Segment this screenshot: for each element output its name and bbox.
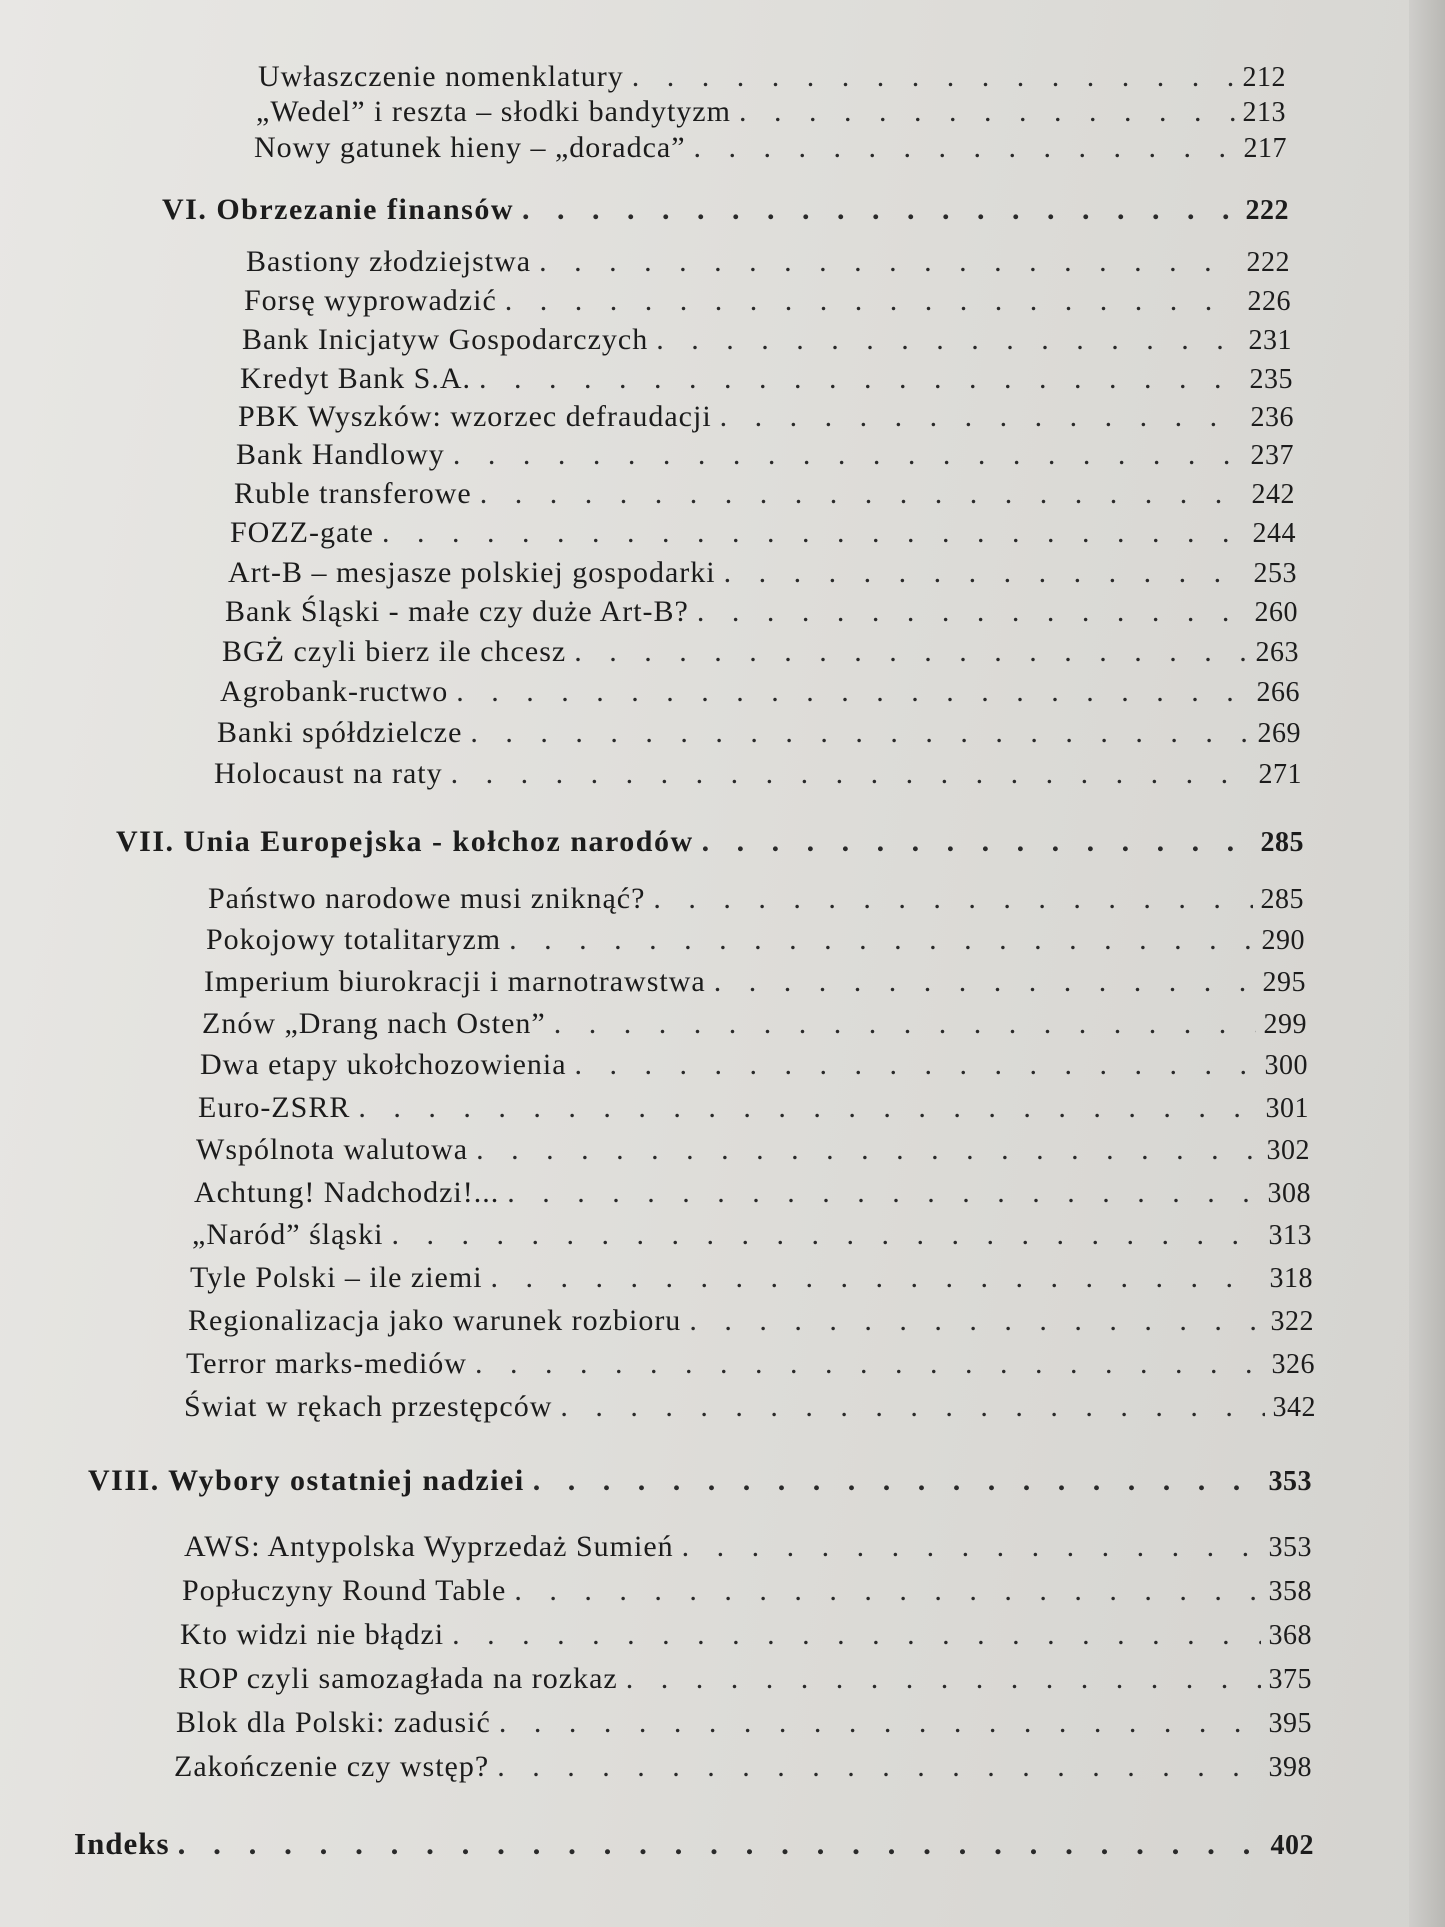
toc-leader-dots [509,923,1253,957]
toc-entry-page: 231 [1248,325,1292,356]
toc-entry-title: Zakończenie czy wstęp? [174,1750,490,1783]
toc-leader-dots [358,1091,1257,1125]
toc-leader-dots [554,1007,1256,1041]
toc-leader-dots [714,965,1255,999]
toc-chapter-title: VIII. Wybory ostatniej nadziei [88,1464,525,1497]
toc-entry [214,757,1302,791]
toc-index-page: 402 [1270,1830,1314,1861]
toc-entry [242,323,1292,357]
toc-entry-title: Popłuczyny Round Table [182,1574,507,1607]
toc-leader-dots [739,95,1235,129]
toc-entry-title: Art-B – mesjasze polskiej gospodarki [228,556,716,589]
toc-entry [208,882,1304,916]
toc-leader-dots [522,193,1238,227]
toc-leader-dots [632,60,1235,94]
toc-entry [176,1706,1312,1740]
toc-entry [222,635,1299,669]
toc-entry-title: Nowy gatunek hieny – „doradca” [254,131,686,164]
toc-entry [184,1530,1312,1564]
toc-leader-dots [452,1618,1260,1652]
toc-entry [254,131,1287,165]
toc-entry [234,477,1295,511]
toc-entry-page: 263 [1255,637,1299,668]
toc-entry-page: 213 [1242,97,1286,128]
toc-entry-title: ROP czyli samozagłada na rozkaz [178,1662,618,1695]
toc-entry-title: Wspólnota walutowa [196,1133,469,1166]
toc-leader-dots [682,1530,1261,1564]
toc-entry [186,1347,1315,1381]
toc-entry-page: 244 [1252,518,1296,549]
toc-leader-dots [507,1176,1259,1210]
toc-leader-dots [653,882,1252,916]
toc-entry-page: 342 [1272,1392,1316,1423]
toc-entry-title: Tyle Polski – ile ziemi [190,1261,483,1294]
toc-entry-title: Bank Inicjatyw Gospodarczych [242,323,649,356]
toc-entry-title: Bastiony złodziejstwa [246,245,532,278]
toc-entry-title: Bank Śląski - małe czy duże Art-B? [225,595,689,628]
toc-entry-title: Kto widzi nie błądzi [180,1618,445,1651]
toc-entry [258,60,1286,94]
toc-leader-dots [702,825,1253,859]
toc-entry-page: 395 [1268,1708,1312,1739]
toc-entry-page: 212 [1242,62,1286,93]
toc-entry [256,95,1286,129]
toc-entry-page: 322 [1270,1306,1314,1337]
toc-entry-page: 299 [1263,1009,1307,1040]
toc-chapter [116,825,1304,859]
toc-entry-page: 308 [1267,1178,1311,1209]
toc-entry-title: Ruble transferowe [234,477,472,510]
toc-entry-page: 271 [1258,759,1302,790]
toc-leader-dots [453,438,1243,472]
toc-leader-dots [626,1662,1261,1696]
toc-entry [228,556,1297,590]
toc-entry [225,595,1298,629]
toc-entry-page: 398 [1268,1752,1312,1783]
toc-entry-title: PBK Wyszków: wzorzec defraudacji [238,400,712,433]
toc-entry [240,362,1293,396]
toc-entry-page: 326 [1271,1349,1315,1380]
toc-entry-title: Achtung! Nadchodzi!... [194,1176,500,1209]
toc-index [74,1826,1314,1862]
toc-entry [217,716,1301,750]
toc-entry [188,1304,1314,1338]
toc-entry [180,1618,1312,1652]
toc-entry-title: Euro-ZSRR [198,1091,351,1124]
toc-entry-page: 226 [1247,286,1291,317]
toc-entry [190,1261,1313,1295]
toc-leader-dots [533,1464,1261,1498]
toc-entry [198,1091,1309,1125]
toc-leader-dots [456,675,1248,709]
toc-leader-dots [382,516,1245,550]
toc-leader-dots [560,1390,1264,1424]
toc-entry-page: 368 [1268,1620,1312,1651]
toc-entry-title: „Wedel” i reszta – słodki bandytyzm [256,95,731,128]
toc-leader-dots [720,400,1243,434]
toc-leader-dots [480,477,1244,511]
toc-entry-title: Kredyt Bank S.A. [240,362,471,395]
toc-entry-page: 353 [1268,1532,1312,1563]
toc-entry-title: Pokojowy totalitaryzm [206,923,502,956]
toc-leader-dots [391,1218,1260,1252]
toc-entry-title: Dwa etapy ukołchozowienia [200,1048,567,1081]
toc-entry-page: 285 [1260,884,1304,915]
toc-chapter-title: VI. Obrzezanie finansów [162,193,514,226]
toc-chapter-page: 222 [1245,195,1289,226]
toc-entry-page: 269 [1257,718,1301,749]
toc-chapter [88,1464,1312,1498]
toc-entry [192,1218,1312,1252]
toc-leader-dots [689,1304,1262,1338]
toc-entry-title: FOZZ-gate [230,516,374,549]
toc-entry-title: Świat w rękach przestępców [184,1390,553,1423]
toc-leader-dots [574,635,1247,669]
toc-entry-title: Uwłaszczenie nomenklatury [258,60,624,93]
toc-entry-title: Terror marks-mediów [186,1347,467,1380]
toc-entry-title: Państwo narodowe musi zniknąć? [208,882,646,915]
toc-leader-dots [514,1574,1260,1608]
toc-entry-page: 253 [1253,558,1297,589]
toc-leader-dots [178,1826,1263,1862]
toc-entry-page: 302 [1266,1135,1310,1166]
toc-entry [238,400,1294,434]
toc-entry-page: 295 [1262,967,1306,998]
toc-entry [196,1133,1310,1167]
toc-leader-dots [656,323,1240,357]
toc-entry [194,1176,1311,1210]
toc-entry-page: 217 [1243,133,1287,164]
toc-leader-dots [539,245,1238,279]
toc-entry [244,284,1291,318]
toc-entry-page: 290 [1261,925,1305,956]
toc-entry-page: 358 [1268,1576,1312,1607]
toc-leader-dots [697,595,1247,629]
toc-chapter-title: VII. Unia Europejska - kołchoz narodów [116,825,694,858]
toc-entry-title: Bank Handlowy [236,438,445,471]
toc-entry-title: Banki spółdzielcze [217,716,463,749]
toc-leader-dots [575,1048,1257,1082]
toc-entry-page: 318 [1269,1263,1313,1294]
toc-leader-dots [476,1133,1258,1167]
toc-entry [182,1574,1312,1608]
toc-entry-page: 235 [1249,364,1293,395]
toc-leader-dots [499,1706,1261,1740]
toc-entry-title: Regionalizacja jako warunek rozbioru [188,1304,682,1337]
toc-entry-page: 222 [1246,247,1290,278]
toc-entry-title: Imperium biurokracji i marnotrawstwa [204,965,706,998]
toc-entry [204,965,1306,999]
toc-entry-title: Znów „Drang nach Osten” [202,1007,546,1040]
toc-entry [246,245,1290,279]
toc-entry [184,1390,1316,1424]
toc-entry [236,438,1294,472]
toc-entry-page: 236 [1250,402,1294,433]
toc-entry-page: 300 [1264,1050,1308,1081]
toc-index-title: Indeks [74,1826,170,1861]
toc-entry-page: 375 [1268,1664,1312,1695]
toc-chapter-page: 353 [1268,1466,1312,1497]
toc-entry-title: Agrobank-ructwo [220,675,449,708]
toc-leader-dots [694,131,1236,165]
toc-entry-title: AWS: Antypolska Wyprzedaż Sumień [184,1530,674,1563]
toc-entry-page: 301 [1265,1093,1309,1124]
toc-leader-dots [479,362,1242,396]
toc-leader-dots [451,757,1251,791]
toc-entry [206,923,1305,957]
toc-entry [202,1007,1307,1041]
toc-chapter [162,193,1289,227]
toc-leader-dots [491,1261,1262,1295]
toc-leader-dots [505,284,1240,318]
toc-entry-title: „Naród” śląski [192,1218,384,1251]
toc-entry-title: Holocaust na raty [214,757,443,790]
toc-leader-dots [470,716,1249,750]
toc-entry-page: 242 [1251,479,1295,510]
toc-chapter-page: 285 [1260,827,1304,858]
toc-entry [174,1750,1312,1784]
toc-entry [178,1662,1312,1696]
toc-entry-page: 266 [1256,677,1300,708]
toc-leader-dots [497,1750,1260,1784]
toc-entry [230,516,1296,550]
toc-entry [200,1048,1308,1082]
toc-entry-page: 313 [1268,1220,1312,1251]
toc-entry-title: BGŻ czyli bierz ile chcesz [222,635,567,668]
toc-entry-page: 260 [1254,597,1298,628]
toc-entry [220,675,1300,709]
toc-leader-dots [475,1347,1264,1381]
toc-leader-dots [724,556,1246,590]
toc-entry-title: Forsę wyprowadzić [244,284,497,317]
toc-entry-page: 237 [1250,440,1294,471]
toc-entry-title: Blok dla Polski: zadusić [176,1706,491,1739]
